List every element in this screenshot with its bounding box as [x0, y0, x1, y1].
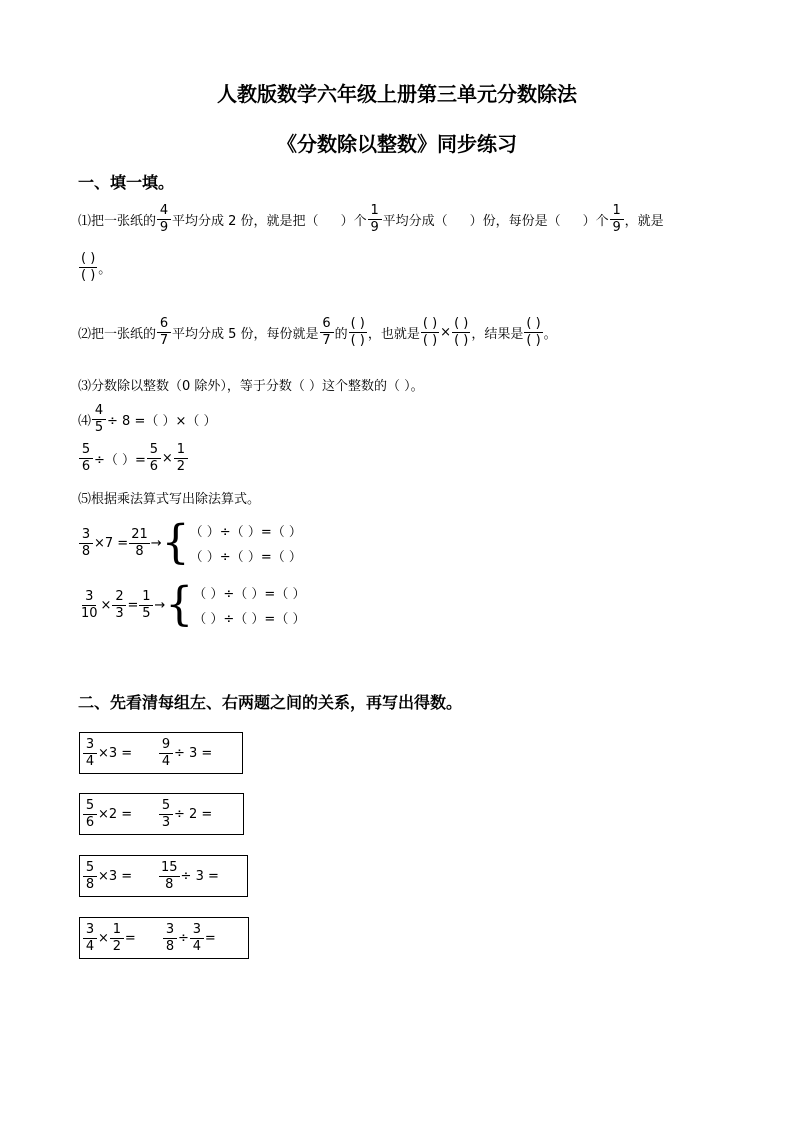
q5-eq2-fraction-2	[112, 589, 126, 622]
question-1-answer	[78, 251, 111, 284]
question-2	[78, 316, 557, 349]
box4-right-div: ÷	[178, 931, 189, 946]
q2-b4-num: ( )	[526, 316, 541, 331]
question-3: ⑶分数除以整数（0 除外），等于分数（ ）这个整数的（ ）。	[78, 379, 424, 394]
q2-b1-num: ( )	[350, 316, 365, 331]
box3-left-num: 5	[83, 860, 97, 877]
box4-left-times: ×	[98, 931, 109, 946]
q5-eq1-fraction-1	[79, 527, 93, 560]
exercise-box-1	[79, 732, 243, 774]
q2-b4-den: ( )	[526, 333, 541, 348]
box2-left-fraction	[83, 798, 97, 831]
page-title: 人教版数学六年级上册第三单元分数除法	[217, 82, 577, 106]
box1-left-rest: ×3 =	[98, 746, 133, 761]
q2-b3-den: ( )	[454, 333, 469, 348]
q2-f2-num: 6	[320, 316, 334, 333]
q1-ans-den: ( )	[81, 268, 96, 283]
q1-f3-den: 9	[612, 220, 621, 235]
q1-part1: ⑴把一张纸的	[78, 214, 157, 229]
q2-f1-num: 6	[157, 316, 171, 333]
box2-right-fraction	[159, 798, 173, 831]
box2-right-den: 3	[161, 815, 171, 830]
question-4-line-2	[78, 442, 189, 475]
q4-rest-1: ÷ 8 =（ ）×（ ）	[107, 414, 217, 429]
q1-end: 。	[98, 262, 112, 277]
question-1	[78, 203, 664, 236]
q5-eq2-f2-den: 3	[115, 605, 124, 621]
q2-f2-den: 7	[322, 333, 331, 348]
q5-eq1-f1-den: 8	[81, 543, 91, 559]
q5-eq2-f3-num: 1	[139, 589, 153, 606]
box3-right-fraction	[159, 860, 180, 893]
q5-eq2-blank-line-2[interactable]: （ ）÷（ ）=（ ）	[193, 612, 306, 627]
box1-left-num: 3	[83, 737, 97, 754]
exercise-box-3	[79, 855, 248, 897]
q1-answer-fraction[interactable]	[79, 251, 97, 284]
box4-right-den-1: 8	[165, 939, 175, 954]
q5-eq1-fraction-2	[129, 527, 150, 560]
q5-eq1-blank-line-2[interactable]: （ ）÷（ ）=（ ）	[189, 550, 302, 565]
q5-eq2-times: ×	[100, 597, 112, 613]
q1-f2-num: 1	[368, 203, 382, 220]
q1-part6: ）个	[582, 214, 609, 229]
box1-left-fraction	[83, 737, 97, 770]
q4-rest-2: ÷（ ）=	[94, 453, 146, 468]
q2-part3: 的	[334, 327, 348, 342]
q4-times: ×	[161, 451, 173, 466]
q2-b2-num: ( )	[422, 316, 438, 331]
q4-fraction-1	[92, 403, 106, 436]
q2-part5: ，结果是	[471, 327, 524, 342]
q2-blank-fraction-1[interactable]	[349, 316, 367, 349]
box3-right-rest: ÷ 3 =	[180, 869, 219, 884]
section2-heading: 二、先看清每组左、右两题之间的关系，再写出得数。	[78, 693, 463, 712]
q5-eq1-f2-num: 21	[131, 526, 148, 542]
q5-eq2-f1-num: 3	[82, 589, 96, 606]
q4-f1-num: 4	[92, 403, 106, 420]
box4-right-rest: =	[204, 931, 216, 946]
q2-part2: 平均分成 5 份，每份就是	[172, 327, 319, 342]
q5-eq2-f2-num: 2	[112, 589, 126, 606]
q5-eq1-blanks	[190, 521, 302, 565]
box4-left-num-2: 1	[110, 922, 124, 939]
q2-part4: ，也就是	[367, 327, 420, 342]
q5-equation-2	[78, 577, 306, 632]
box4-right-fraction-1	[163, 922, 177, 955]
box2-right-num: 5	[159, 798, 173, 815]
q5-eq1-f1-num: 3	[79, 527, 93, 544]
box3-right-den: 8	[165, 877, 174, 892]
q4-f4-den: 2	[176, 459, 185, 474]
q1-part7: ，就是	[624, 214, 664, 229]
q4-fraction-3	[147, 442, 161, 475]
q1-fraction-1	[157, 203, 171, 236]
q1-part5: ）份，每份是（	[469, 214, 561, 229]
q1-part4: 平均分成（	[382, 214, 448, 229]
q5-eq2-f3-den: 5	[142, 605, 151, 621]
q5-eq1-mid: ×7 =	[94, 535, 129, 551]
q4-f2-den: 6	[81, 459, 91, 474]
q1-fraction-2	[368, 203, 382, 236]
box4-left-rest: =	[124, 931, 136, 946]
q1-fraction-3	[610, 203, 624, 236]
q2-f1-den: 7	[159, 333, 169, 348]
arrow-icon: →	[150, 535, 162, 551]
q1-part2: 平均分成 2 份，就是把（	[172, 214, 319, 229]
q2-fraction-1	[157, 316, 171, 349]
box3-left-rest: ×3 =	[98, 869, 133, 884]
page-subtitle: 《分数除以整数》同步练习	[277, 132, 517, 156]
box1-left-den: 4	[85, 754, 95, 769]
box2-left-rest: ×2 =	[98, 807, 133, 822]
q5-eq2-equals: =	[127, 597, 139, 613]
arrow-icon: →	[154, 597, 166, 613]
q4-fraction-2	[79, 442, 93, 475]
q2-end: 。	[543, 327, 557, 342]
box1-right-rest: ÷ 3 =	[174, 746, 213, 761]
box2-left-num: 5	[83, 798, 97, 815]
q4-fraction-4	[174, 442, 188, 475]
q2-fraction-2	[320, 316, 334, 349]
q5-equation-1	[78, 515, 302, 570]
q5-eq2-f1-den: 10	[81, 605, 98, 621]
box1-right-den: 4	[161, 754, 171, 769]
box4-left-fraction-1	[83, 922, 97, 955]
question-4-line-1	[78, 403, 217, 436]
q5-eq2-blanks	[193, 583, 305, 627]
q2-part1: ⑵把一张纸的	[78, 327, 157, 342]
box4-right-den-2: 4	[192, 939, 202, 954]
q5-eq1-f2-den: 8	[135, 543, 144, 559]
box4-left-fraction-2	[110, 922, 124, 955]
q2-b3-num: ( )	[454, 316, 469, 331]
box3-left-fraction	[83, 860, 97, 893]
box1-right-num: 9	[159, 737, 173, 754]
q4-f2-num: 5	[79, 442, 93, 459]
q5-eq1-blank-line-1[interactable]: （ ）÷（ ）=（ ）	[189, 525, 302, 540]
section1-heading: 一、填一填。	[78, 173, 175, 192]
q1-f3-num: 1	[610, 203, 624, 220]
q5-eq2-blank-line-1[interactable]: （ ）÷（ ）=（ ）	[193, 587, 306, 602]
brace-icon: {	[165, 577, 194, 632]
q2-times: ×	[440, 325, 452, 340]
box3-left-den: 8	[85, 877, 95, 892]
box4-right-fraction-2	[190, 922, 204, 955]
q4-f3-num: 5	[147, 442, 161, 459]
q2-blank-fraction-3[interactable]	[452, 316, 470, 349]
q5-eq2-fraction-3	[139, 589, 153, 622]
q1-f1-num: 4	[157, 203, 171, 220]
box1-right-fraction	[159, 737, 173, 770]
box2-right-rest: ÷ 2 =	[174, 807, 213, 822]
q1-part3: ）个	[340, 214, 367, 229]
brace-icon: {	[161, 515, 190, 570]
q1-f1-den: 9	[159, 220, 169, 235]
q4-f1-den: 5	[94, 420, 104, 435]
box4-right-num-1: 3	[163, 922, 177, 939]
q1-ans-num: ( )	[81, 251, 96, 266]
q1-f2-den: 9	[370, 220, 379, 235]
q2-blank-fraction-2[interactable]	[421, 316, 439, 349]
box3-right-num: 15	[161, 860, 178, 875]
box4-right-num-2: 3	[190, 922, 204, 939]
q4-f4-num: 1	[174, 442, 188, 459]
box2-left-den: 6	[85, 815, 95, 830]
question-5: ⑸根据乘法算式写出除法算式。	[78, 492, 261, 507]
box4-left-den-2: 2	[112, 939, 122, 954]
q4-f3-den: 6	[149, 459, 159, 474]
q2-b1-den: ( )	[350, 333, 365, 348]
box4-left-den-1: 4	[85, 939, 95, 954]
exercise-box-4	[79, 917, 249, 959]
q4-label: ⑷	[78, 414, 92, 429]
q2-b2-den: ( )	[422, 333, 438, 348]
q5-eq2-fraction-1	[79, 589, 100, 622]
box4-left-num-1: 3	[83, 922, 97, 939]
exercise-box-2	[79, 793, 244, 835]
q2-blank-fraction-4[interactable]	[524, 316, 542, 349]
